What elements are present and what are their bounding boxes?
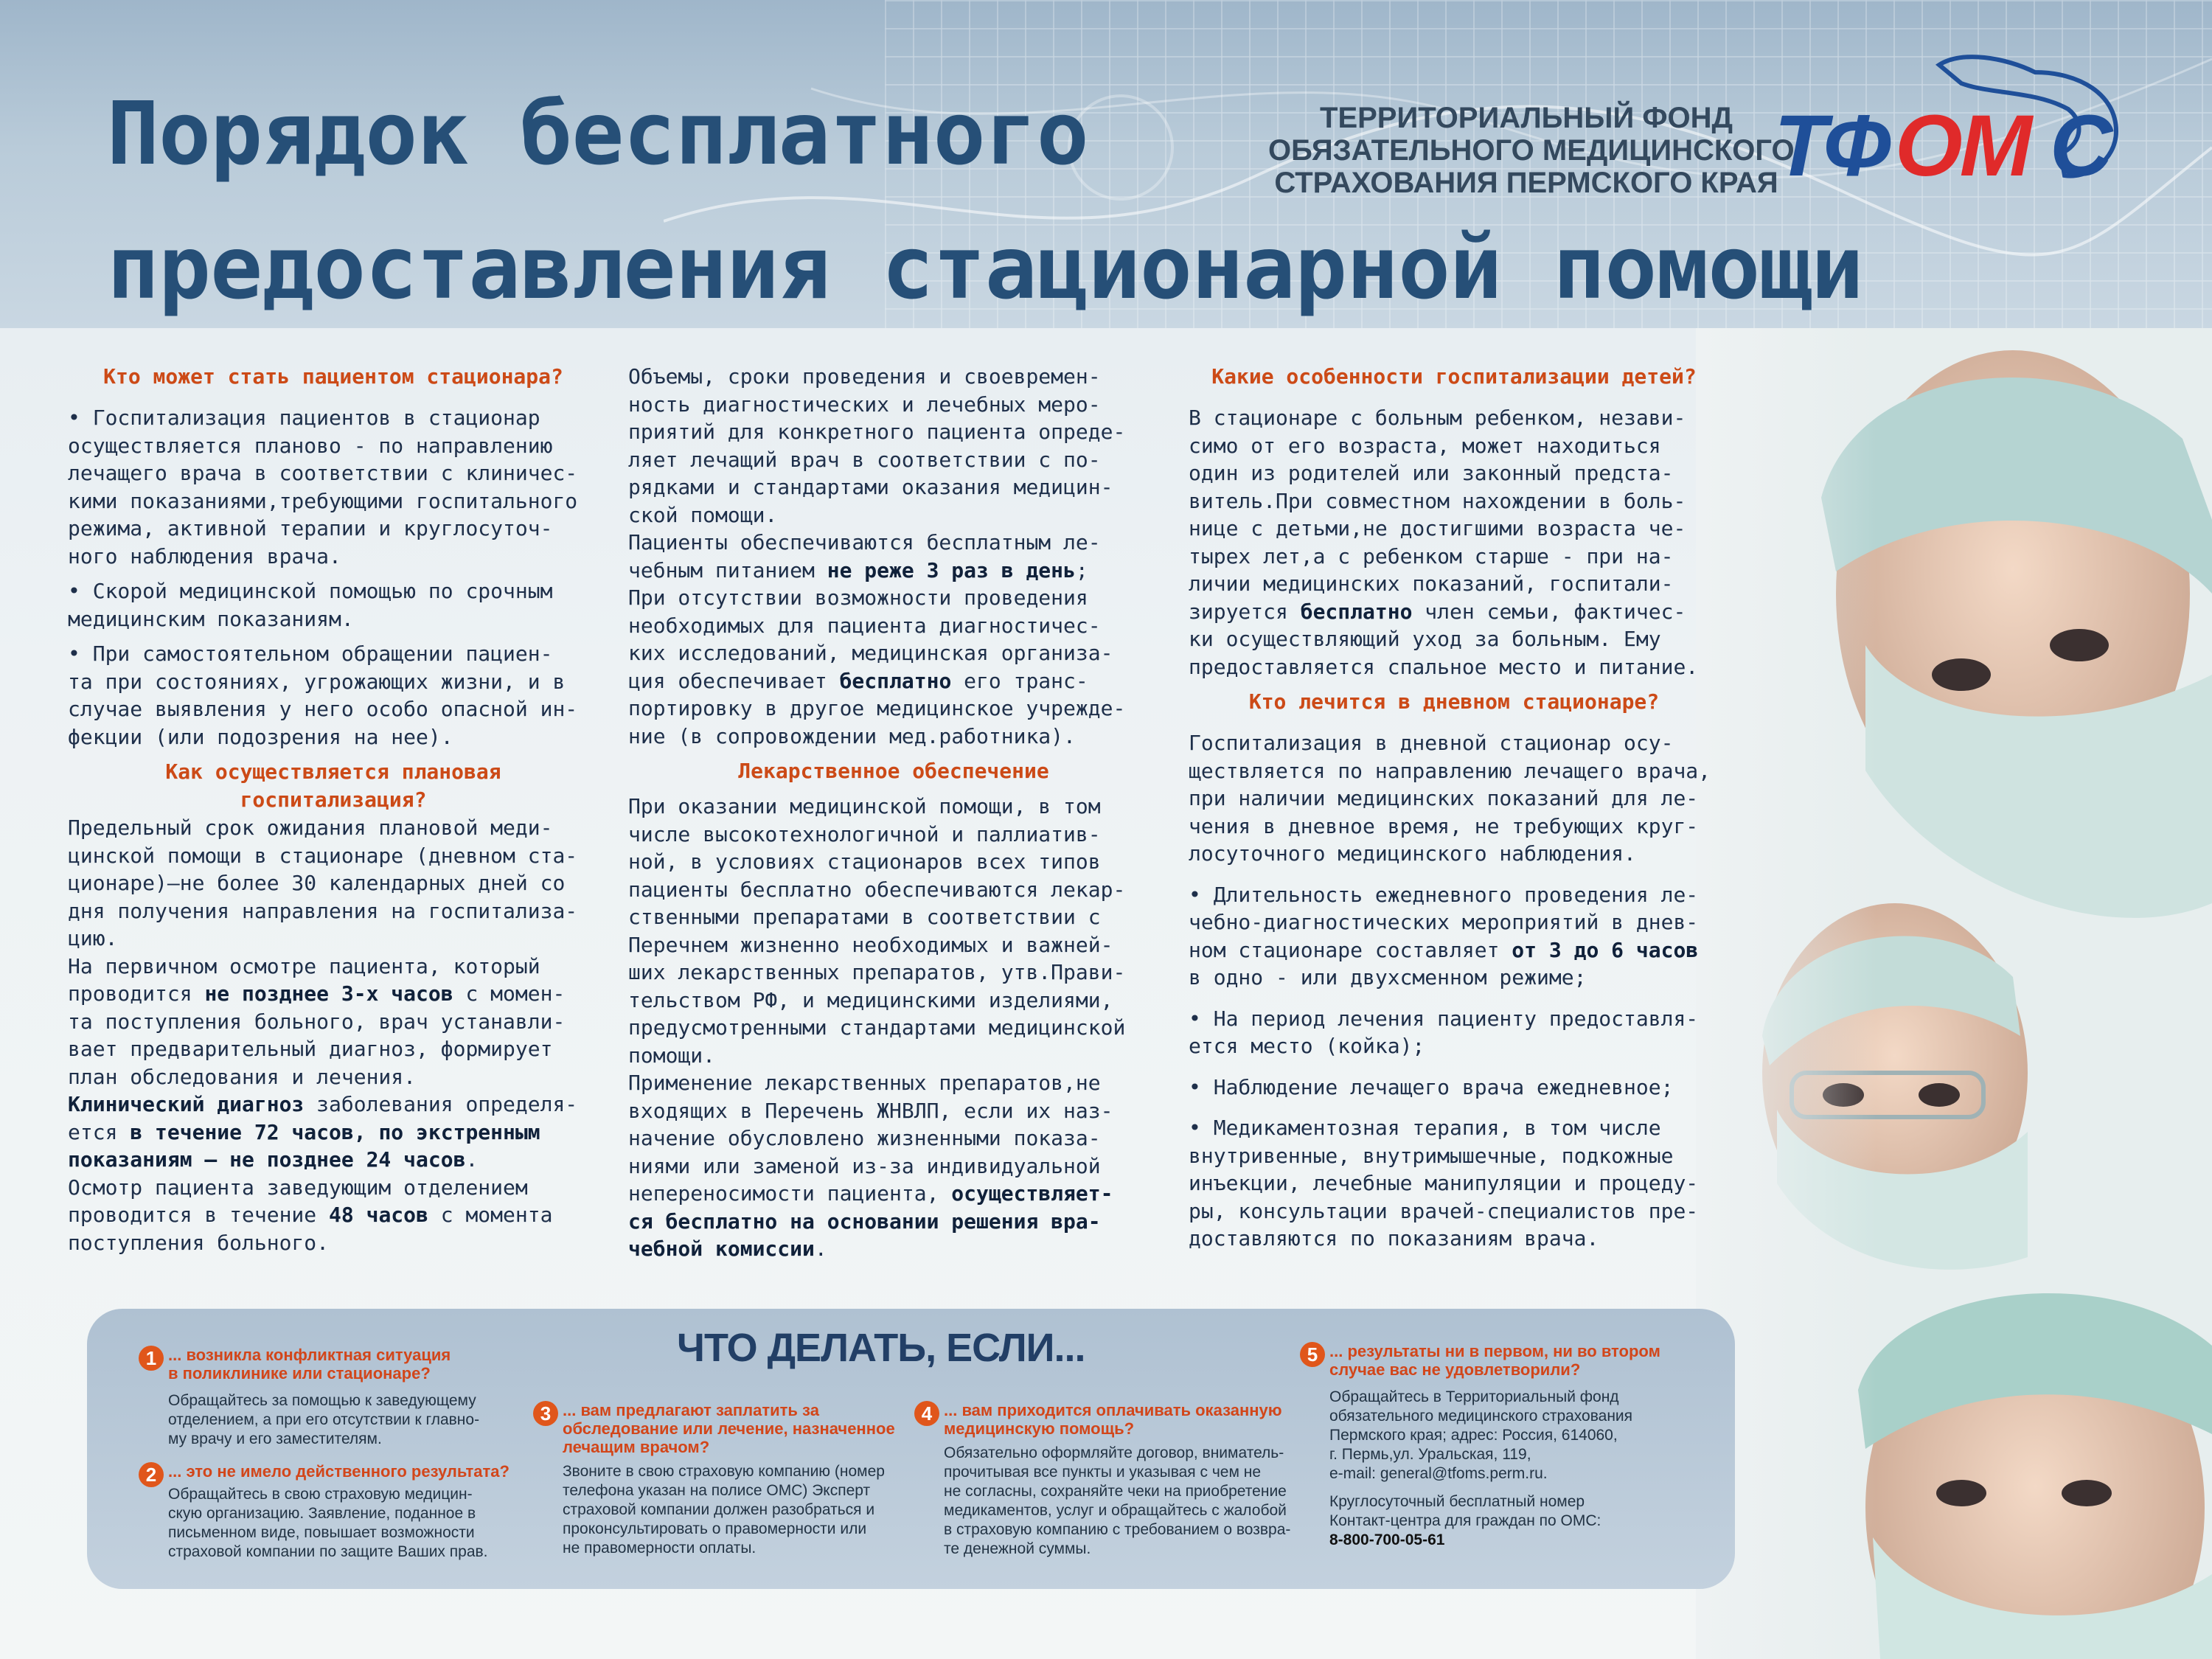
text-line (68, 1201, 599, 1229)
number-badge: 2 (139, 1462, 164, 1487)
paragraph-drugs (628, 793, 1159, 1069)
text-emphasis: показаниям – не позднее 24 часов (68, 1147, 466, 1172)
text-run: ция обеспечивает (628, 668, 840, 693)
text-line: нице с детьми,не достигшими возраста че- (1189, 516, 1686, 540)
text-line: инъекции, лечебные манипуляции и процеду- (1189, 1171, 1699, 1195)
text-line: случае выявления у него особо опасной ин- (68, 697, 578, 721)
text-run: непереносимости пациента, (628, 1181, 952, 1206)
text-line: ность диагностических и лечебных меро- (628, 392, 1101, 417)
text-line: ких исследований, медицинская организа- (628, 641, 1113, 665)
text-line: чения в дневное время, не требующих круг- (1189, 813, 1699, 838)
advice-question (168, 1462, 509, 1481)
text-line: ной, в условиях стационаров всех типов (628, 849, 1101, 874)
text-line: письменном виде, повышает возможности (168, 1524, 475, 1541)
text-emphasis: бесплатно (839, 668, 952, 693)
text-line: внутривенные, внутримышечные, подкожные (1189, 1143, 1674, 1168)
text-line (628, 1235, 1159, 1263)
text-line: помощи. (628, 1043, 716, 1068)
text-line: страховой компании по защите Ваших прав. (168, 1543, 488, 1560)
text-line (68, 980, 599, 1008)
text-line: ... это не имело действенного результата? (168, 1462, 509, 1481)
text-line: • Скорой медицинской помощью по срочным (68, 579, 553, 603)
number-badge: 4 (914, 1401, 939, 1426)
text-line: не согласны, сохраняйте чеки на приобретение (944, 1483, 1287, 1500)
paragraph-waiting-time (68, 814, 599, 953)
text-line: телефона указан на полисе ОМС) Эксперт (563, 1482, 871, 1499)
text-line: Круглосуточный бесплатный номер (1329, 1493, 1585, 1510)
tfoms-logo (1770, 50, 2138, 198)
text-line (68, 1119, 599, 1147)
text-line: Предельный срок ожидания плановой меди- (68, 815, 553, 840)
text-line: ки осуществляющий уход за больным. Ему (1189, 627, 1661, 651)
text-line: проконсультировать о правомерности или (563, 1520, 867, 1537)
text-line (68, 1146, 599, 1174)
header-banner (0, 0, 2212, 328)
svg-text:С: С (2050, 97, 2113, 195)
text-line: цинской помощи в стационаре (дневном ста- (68, 843, 578, 868)
text-line: Объемы, сроки проведения и своевремен- (628, 364, 1101, 389)
column-right (1189, 363, 1719, 1253)
advice-question (1329, 1342, 1660, 1379)
text-line: та поступления больного, врач устанавли- (68, 1009, 566, 1034)
paragraph-clinical-diagnosis (68, 1091, 599, 1174)
text-line: необходимых для пациента диагностичес- (628, 613, 1101, 638)
title-line-2: предоставления стационарной помощи (107, 217, 1863, 319)
text-line: При оказании медицинской помощи, в том (628, 794, 1101, 818)
text-line: поступления больного. (68, 1230, 330, 1255)
text-run: проводится в течение (68, 1203, 330, 1227)
what-to-do-panel (87, 1309, 1735, 1589)
bullet-duration (1189, 881, 1719, 992)
text-emphasis: бесплатно (1300, 599, 1413, 624)
text-run: . (465, 1147, 479, 1172)
text-line: случае вас не удовлетворили? (1329, 1360, 1581, 1379)
text-line: числе высокотехнологичной и паллиатив- (628, 821, 1101, 846)
text-line: предусмотренными стандартами медицинской (628, 1015, 1126, 1040)
heading-line: Как осуществляется плановая (165, 759, 501, 784)
text-line: те денежной суммы. (944, 1540, 1091, 1557)
text-line: лосуточного медицинского наблюдения. (1189, 841, 1636, 866)
text-line: ской помощи. (628, 502, 778, 527)
bullet-self-referral (68, 640, 599, 751)
text-line: ется место (койка); (1189, 1034, 1425, 1058)
text-line: приятий для конкретного пациента опреде- (628, 420, 1126, 444)
heading-planned-hospitalization (68, 758, 599, 814)
advice-item-4 (921, 1401, 1291, 1559)
text-line: Обращайтесь в Территориальный фонд (1329, 1388, 1619, 1405)
text-line: не правомерности оплаты. (563, 1540, 757, 1557)
advice-answer (1329, 1388, 1660, 1484)
text-line: обязательного медицинского страхования (1329, 1408, 1633, 1425)
text-line: • На период лечения пациенту предоставля- (1189, 1006, 1699, 1031)
advice-item-1 (145, 1346, 480, 1449)
heading-line: госпитализация? (240, 787, 427, 812)
text-emphasis: от 3 до 6 часов (1512, 937, 1699, 962)
text-line: дня получения направления на госпитализа- (68, 898, 578, 923)
title-line-1: Порядок бесплатного (107, 83, 1088, 184)
text-line: ляет лечащий врач в соответствии с по- (628, 447, 1101, 472)
advice-question (563, 1401, 895, 1456)
paragraph-initial-exam (68, 953, 599, 1091)
text-line: Обязательно оформляйте договор, вниматель- (944, 1444, 1284, 1461)
text-line: Перечнем жизненно необходимых и важней- (628, 932, 1113, 957)
text-line: прочитывая все пункты и указывая с чем не (944, 1464, 1262, 1481)
text-line: чебно-диагностических мероприятий в днев- (1189, 910, 1699, 934)
text-line: осуществляется планово - по направлению (68, 433, 553, 458)
text-line: Госпитализация в дневной стационар осу- (1189, 731, 1674, 755)
text-line: медикаментов, услуг и обращайтесь с жалобой (944, 1502, 1287, 1519)
advice-item-3 (540, 1401, 895, 1558)
bullet-observation: • Наблюдение лечащего врача ежедневное; (1189, 1074, 1674, 1099)
text-emphasis: 48 часов (329, 1203, 428, 1227)
text-line: Применение лекарственных препаратов,не (628, 1071, 1101, 1095)
text-line: скую организацию. Заявление, поданное в (168, 1505, 476, 1522)
text-line: Обращайтесь в свою страховую медицин- (168, 1486, 473, 1503)
text-line: медицинским показаниям. (68, 606, 354, 631)
text-line: г. Пермь,ул. Уральская, 119, (1329, 1446, 1531, 1463)
advice-item-2 (145, 1462, 509, 1562)
hotline-phone[interactable]: 8-800-700-05-61 (1329, 1531, 1445, 1548)
text-line: При отсутствии возможности проведения (628, 585, 1088, 610)
heading-who-can-be-patient: Кто может стать пациентом стационара? (103, 364, 563, 389)
text-emphasis: не позднее 3-х часов (204, 981, 453, 1006)
text-line: обследование или лечение, назначенное (563, 1419, 895, 1438)
text-line: тельством РФ, и медицинскими изделиями, (628, 987, 1113, 1012)
text-emphasis: не реже 3 раз в день (827, 557, 1076, 582)
advice-answer (168, 1391, 479, 1449)
text-run: ном стационаре составляет (1189, 937, 1512, 962)
text-line: в одно - или двухсменном режиме; (1189, 965, 1587, 990)
column-left (68, 363, 599, 1256)
bullet-emergency (68, 577, 599, 633)
heading-day-hospital: Кто лечится в дневном стационаре? (1248, 689, 1660, 714)
text-line: ... вам предлагают заплатить за (563, 1401, 819, 1419)
heading-drug-provision: Лекарственное обеспечение (738, 759, 1049, 783)
text-line: режима, активной терапии и круглосуточ- (68, 516, 553, 540)
text-line: Обращайтесь за помощью к заведующему (168, 1392, 476, 1409)
paragraph-day-hospital (1189, 729, 1719, 868)
text-line: ществляется по направлению лечащего врача, (1189, 758, 1711, 783)
text-line: • При самостоятельном обращении пациен- (68, 641, 553, 666)
text-run: с момен- (453, 981, 566, 1006)
advice-answer (944, 1444, 1290, 1559)
text-line: ционаре)–не более 30 календарных дней со (68, 871, 566, 895)
text-line: ниями или заменой из-за индивидуальной (628, 1153, 1101, 1178)
text-run: проводится (68, 981, 205, 1006)
paragraph-non-list-drugs (628, 1069, 1159, 1263)
text-line: витель.При совместном нахождении в боль- (1189, 488, 1686, 513)
text-line: в поликлинике или стационаре? (168, 1364, 431, 1382)
text-line: Контакт-центра для граждан по ОМС: (1329, 1512, 1601, 1529)
fund-name-line-1: ТЕРРИТОРИАЛЬНЫЙ ФОНД (1320, 102, 1733, 134)
text-line (628, 557, 1159, 585)
text-line: ... возникла конфликтная ситуация (168, 1346, 451, 1364)
text-line: предоставляется спальное место и питание. (1189, 654, 1699, 679)
bullet-planned (68, 404, 599, 570)
text-line: ... результаты ни в первом, ни во втором (1329, 1342, 1660, 1360)
paragraph-nutrition (628, 529, 1159, 584)
text-line: пациенты бесплатно обеспечиваются лекар- (628, 877, 1126, 902)
text-line: план обследования и лечения. (68, 1064, 417, 1089)
text-run: ется (68, 1119, 131, 1144)
text-line: Пациенты обеспечиваются бесплатным ле- (628, 530, 1101, 554)
text-run: с момента (428, 1203, 553, 1227)
number-badge: 3 (533, 1401, 558, 1426)
panel-title: ЧТО ДЕЛАТЬ, ЕСЛИ... (677, 1326, 1085, 1370)
text-line: начение обусловлено жизненными показа- (628, 1126, 1101, 1150)
fund-name-line-3: СТРАХОВАНИЯ ПЕРМСКОГО КРАЯ (1274, 167, 1778, 199)
text-run: ; (1075, 557, 1088, 582)
text-line: входящих в Перечень ЖНВЛП, если их наз- (628, 1098, 1113, 1123)
paragraph-volumes (628, 363, 1159, 529)
heading-children-hospitalization: Какие особенности госпитализации детей? (1211, 364, 1697, 389)
text-emphasis: чебной комиссии (628, 1237, 815, 1261)
text-emphasis: Клинический диагноз (68, 1092, 305, 1116)
text-line: доставляются по показаниям врача. (1189, 1226, 1599, 1251)
text-line: ... вам приходится оплачивать оказанную (944, 1401, 1282, 1419)
text-line (628, 667, 1159, 695)
text-line: фекции (или подозрения на нее). (68, 724, 453, 749)
text-line: • Медикаментозная терапия, в том числе (1189, 1116, 1661, 1140)
advice-answer (563, 1462, 895, 1558)
text-line (68, 1091, 599, 1119)
surgeons-photo (1696, 328, 2212, 1659)
hotline-info (1329, 1492, 1660, 1550)
text-line: симо от его возраста, может находиться (1189, 433, 1661, 458)
text-line: в страховую компанию с требованием о возвра- (944, 1521, 1291, 1538)
text-line: ние (в сопровождении мед.работника). (628, 723, 1076, 748)
paragraph-children (1189, 404, 1719, 681)
advice-item-5 (1307, 1342, 1660, 1550)
text-run: член семьи, фактичес- (1412, 599, 1686, 624)
text-line: личии медицинских показаний, госпитали- (1189, 571, 1674, 596)
text-line: кими показаниями,требующими госпитального (68, 488, 578, 513)
text-run: его транс- (951, 668, 1088, 693)
text-run: зируется (1189, 599, 1301, 624)
text-run: чебным питанием (628, 557, 827, 582)
text-line: • Длительность ежедневного проведения ле- (1189, 882, 1699, 907)
text-line: та при состояниях, угрожающих жизни, и в (68, 669, 566, 694)
text-line (1189, 936, 1719, 964)
fund-name-line-2: ОБЯЗАТЕЛЬНОГО МЕДИЦИНСКОГО (1268, 134, 1795, 167)
text-run: . (814, 1237, 827, 1261)
advice-question (168, 1346, 479, 1382)
paragraph-head-exam (68, 1174, 599, 1257)
text-line: тырех лет,а с ребенком старше - при на- (1189, 543, 1674, 568)
text-line: вает предварительный диагноз, формирует (68, 1037, 553, 1061)
text-emphasis: ся бесплатно на основании решения вра- (628, 1208, 1101, 1234)
svg-text:ОМ: ОМ (1895, 97, 2030, 195)
text-line: лечащим врачом? (563, 1438, 710, 1456)
text-line: • Госпитализация пациентов в стационар (68, 406, 540, 430)
text-line: Звоните в свою страховую компанию (номер (563, 1463, 885, 1480)
text-line: му врачу и его заместителям. (168, 1430, 382, 1447)
text-line: страховой компании должен разобраться и (563, 1501, 875, 1518)
bullet-bed (1189, 1005, 1719, 1060)
text-line: отделением, а при его отсутствии к главно- (168, 1411, 480, 1428)
fund-name (1268, 102, 1795, 199)
advice-answer (168, 1485, 509, 1562)
text-line: при наличии медицинских показаний для ле- (1189, 786, 1699, 810)
text-line: лечащего врача в соответствии с клиничес- (68, 461, 578, 485)
text-line: Пермского края; адрес: Россия, 614060, (1329, 1427, 1618, 1444)
text-line (1189, 598, 1719, 626)
text-line: В стационаре с больным ребенком, незави- (1189, 406, 1686, 430)
text-line (628, 1208, 1159, 1236)
text-line: медицинскую помощь? (944, 1419, 1135, 1438)
number-badge: 5 (1300, 1342, 1325, 1367)
text-line: ственными препаратами в соответствии с (628, 905, 1101, 929)
logo-text: ТФ (1774, 97, 1888, 195)
column-middle (628, 363, 1159, 1263)
text-line: Осмотр пациента заведующим отделением (68, 1175, 528, 1200)
bullet-drug-therapy (1189, 1114, 1719, 1253)
advice-question (944, 1401, 1290, 1438)
text-line: ры, консультации врачей-специалистов пре- (1189, 1198, 1699, 1223)
text-line: На первичном осмотре пациента, который (68, 953, 540, 978)
number-badge: 1 (139, 1346, 164, 1371)
text-line: ного наблюдения врача. (68, 543, 341, 568)
text-emphasis: осуществляет- (951, 1181, 1113, 1206)
text-line: портировку в другое медицинское учрежде- (628, 696, 1126, 720)
text-line (628, 1180, 1159, 1208)
text-line: рядками и стандартами оказания медицин- (628, 475, 1113, 499)
text-emphasis: в течение 72 часов, по экстренным (130, 1119, 540, 1144)
text-line: ших лекарственных препаратов, утв.Прави- (628, 960, 1126, 984)
paragraph-transport (628, 584, 1159, 750)
text-run: заболевания определя- (304, 1092, 578, 1116)
text-line: один из родителей или законный предста- (1189, 461, 1674, 485)
text-line: e-mail: general@tfoms.perm.ru. (1329, 1465, 1548, 1482)
text-line: цию. (68, 926, 118, 950)
